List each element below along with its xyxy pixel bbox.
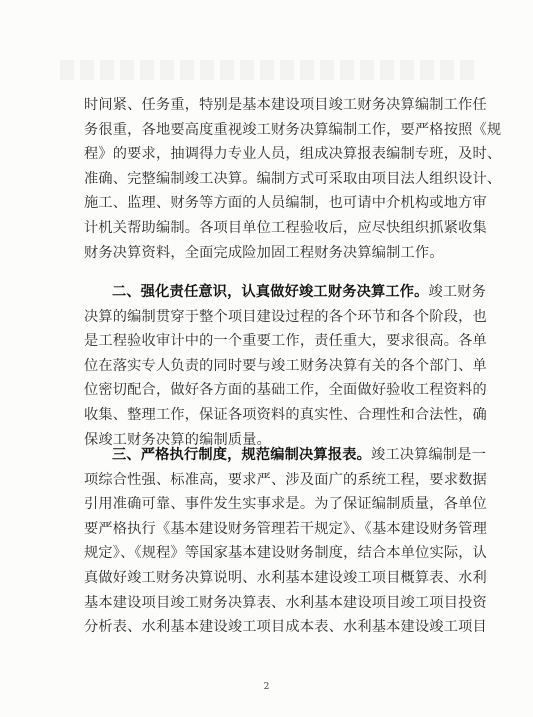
paragraph-3-first-line <box>84 443 487 468</box>
faded-header-watermark <box>60 60 480 80</box>
paragraph-3-line: 真做好竣工财务决算说明、水利基本建设竣工项目概算表、水利 <box>84 569 487 586</box>
paragraph-2-line: 决算的编制贯穿于整个项目建设过程的各个环节和各个阶段，也 <box>84 308 487 325</box>
paragraph-2-line: 收集、整理工作，保证各项资料的真实性、合理性和合法性，确 <box>84 406 487 423</box>
paragraph-1-line: 程》的要求，抽调得力专业人员，组成决算报表编制专班，及时、 <box>84 146 502 163</box>
paragraph-1-line: 时间紧、任务重，特别是基本建设项目竣工财务决算编制工作任 <box>84 97 487 113</box>
paragraph-3-line: 规定》、《规程》等国家基本建设财务制度，结合本单位实际，认 <box>84 545 488 562</box>
paragraph-2-first-line <box>84 280 487 305</box>
paragraph-2-line: 是工程验收审计中的一个重要工作，责任重大，要求很高。各单 <box>84 333 487 350</box>
paragraph-1-line: 施工、监理、财务等方面的人员编制，也可请中介机构或地方审 <box>84 195 487 212</box>
paragraph-1-line: 财务决算资料，全面完成险加固工程财务决算编制工作。 <box>84 244 444 261</box>
section-heading-3: 三、严格执行制度，规范编制决算报表。 <box>112 447 371 463</box>
section-heading-2: 二、强化责任意识，认真做好竣工财务决算工作。 <box>112 284 429 300</box>
paragraph-1-line: 计机关帮助编制。各项目单位工程验收后，应尽快组织抓紧收集 <box>84 219 487 236</box>
paragraph-1 <box>84 93 502 265</box>
paragraph-2-first-rest: 竣工财务 <box>428 284 487 300</box>
paragraph-2-line: 位密切配合，做好各方面的基础工作，全面做好验收工程资料的 <box>84 382 487 399</box>
paragraph-3-line: 基本建设项目竣工财务决算表、水利基本建设项目竣工项目投资 <box>84 594 487 611</box>
page-number: 2 <box>263 682 270 692</box>
paragraph-2 <box>84 280 487 452</box>
paragraph-1-line: 务很重，各地要高度重视竣工财务决算编制工作，要严格按照《规 <box>84 121 502 138</box>
paragraph-3 <box>84 443 488 640</box>
paragraph-3-line: 项综合性强、标准高，要求严、涉及面广的系统工程，要求数据 <box>84 471 487 488</box>
paragraph-3-line: 要严格执行《基本建设财务管理若干规定》、《基本建设财务管理 <box>84 520 488 537</box>
paragraph-2-line: 保竣工财务决算的编制质量。 <box>84 431 272 448</box>
paragraph-3-first-rest: 竣工决算编制是一 <box>370 447 487 463</box>
paragraph-3-line: 引用准确可靠、事件发生实事求是。为了保证编制质量，各单位 <box>84 496 487 513</box>
paragraph-2-line: 位在落实专人负责的同时要与竣工财务决算有关的各个部门、单 <box>84 357 487 374</box>
paragraph-1-line: 准确、完整编制竣工决算。编制方式可采取由项目法人组织设计、 <box>84 170 502 187</box>
paragraph-3-line: 分析表、水利基本建设竣工项目成本表、水利基本建设竣工项目 <box>84 619 487 636</box>
